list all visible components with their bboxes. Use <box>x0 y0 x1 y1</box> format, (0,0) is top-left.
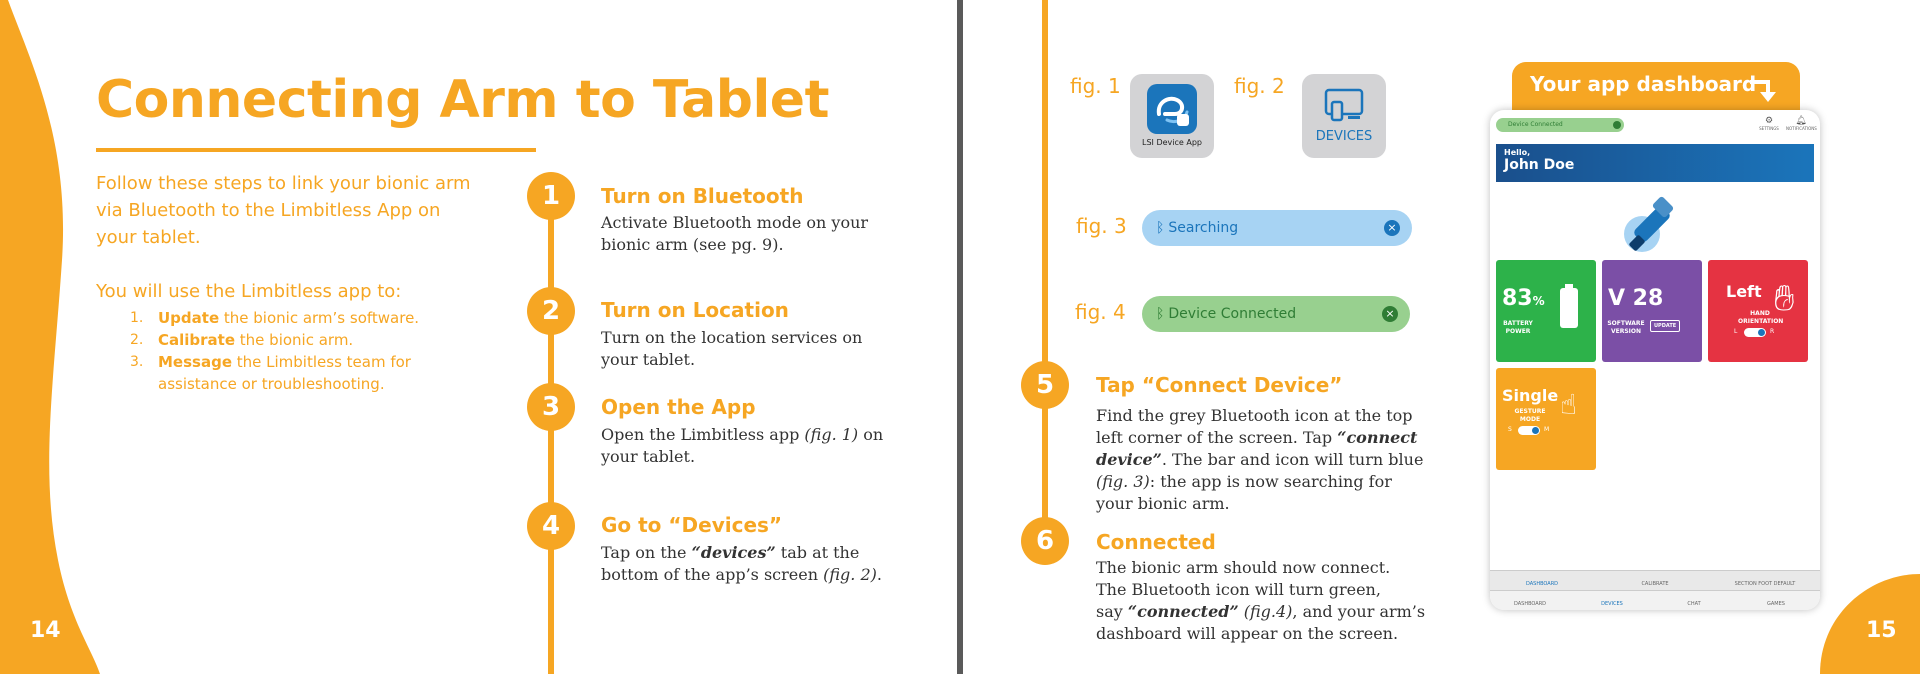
bluetooth-icon: ᛒ <box>1156 306 1165 322</box>
hand-icon: ✋︎ <box>1774 278 1795 319</box>
battery-icon <box>1560 288 1578 328</box>
step-number-circle: 6 <box>1021 517 1069 565</box>
list-item: 3. Message the Limbitless team for assistance or troubleshooting. <box>130 353 411 393</box>
settings-button[interactable]: ⚙ SETTINGS <box>1754 116 1784 131</box>
intro-line: via Bluetooth to the Limbitless App on <box>96 200 441 221</box>
left-orange-wave <box>0 0 110 674</box>
fig1-caption: LSI Device App <box>1142 138 1202 147</box>
uses-list <box>130 307 460 395</box>
page-spine <box>957 0 963 674</box>
close-icon[interactable] <box>1613 121 1621 129</box>
step-number-circle: 5 <box>1021 361 1069 409</box>
step-body: Turn on the location services on your tablet. <box>601 328 863 369</box>
battery-power-tile[interactable]: 83% BATTERY POWER <box>1496 260 1596 362</box>
step-body: Activate Bluetooth mode on your bionic arm (see pg. 9). <box>601 213 869 254</box>
fig2-caption: DEVICES <box>1315 129 1373 144</box>
bionic-arm-icon <box>1618 186 1688 256</box>
hand-orientation-tile[interactable]: Left ✋︎ HAND ORIENTATION L R <box>1708 260 1808 362</box>
step-body: Open the Limbitless app (fig. 1) on your tablet. <box>601 425 884 466</box>
gesture-icon: ☝︎ <box>1560 388 1578 421</box>
step-title: Turn on Location <box>601 298 789 322</box>
fig4-label: fig. 4 <box>1075 300 1126 324</box>
devices-icon <box>1322 88 1366 124</box>
nav-calibrate[interactable]: CALIBRATE <box>1641 581 1669 587</box>
nav-dashboard[interactable]: DASHBOARD <box>1513 601 1547 607</box>
timeline-line-left <box>548 190 554 674</box>
update-button[interactable]: UPDATE <box>1650 320 1680 332</box>
dashboard-tab-header: Your app dashboard <box>1512 62 1800 114</box>
tablet-dashboard-mockup <box>1490 110 1820 610</box>
bell-icon: 🔔︎ <box>1795 116 1807 126</box>
step-body: Tap on the “devices” tab at the bottom of the app’s screen (fig. 2). <box>601 543 882 584</box>
nav-devices[interactable]: DEVICES <box>1601 601 1623 607</box>
nav-games[interactable]: GAMES <box>1767 601 1785 607</box>
step-title: Go to “Devices” <box>601 513 783 537</box>
fig2-label: fig. 2 <box>1234 74 1285 98</box>
close-icon[interactable]: × <box>1384 220 1400 236</box>
step-title: Open the App <box>601 395 756 419</box>
step-title: Connected <box>1096 530 1216 554</box>
step-number-circle: 1 <box>527 172 575 220</box>
searching-bar[interactable]: ᛒ Searching × <box>1142 210 1412 246</box>
bluetooth-icon: ᛒ <box>1156 220 1165 236</box>
connected-bar[interactable]: ᛒ Device Connected × <box>1142 296 1410 332</box>
title-underline <box>96 148 536 152</box>
step-body: Find the grey Bluetooth icon at the top left corner of the screen. Tap “connect device”. The bar and icon will turn blue (fig. 3): the app is now searching for your bionic arm. <box>1096 406 1424 513</box>
step-number-circle: 4 <box>527 502 575 550</box>
bottom-nav-bar <box>1490 590 1820 610</box>
page-number-right: 15 <box>1866 618 1897 643</box>
device-connected-pill[interactable]: Device Connected <box>1496 118 1624 132</box>
devices-tab-tile[interactable] <box>1302 74 1386 158</box>
step-number-circle: 2 <box>527 287 575 335</box>
gear-icon: ⚙ <box>1764 116 1774 126</box>
arrow-down-icon <box>1748 78 1776 104</box>
step-title: Turn on Bluetooth <box>601 184 804 208</box>
uses-heading: You will use the Limbitless app to: <box>96 281 402 302</box>
intro-line: Follow these steps to link your bionic arm <box>96 173 471 194</box>
gesture-mode-tile[interactable]: Single ☝︎ GESTURE MODE S M <box>1496 368 1596 470</box>
lsi-device-app-tile[interactable] <box>1130 74 1214 158</box>
page-title: Connecting Arm to Tablet <box>96 70 829 130</box>
step-body: The bionic arm should now connect. The Bluetooth icon will turn green, say “connected” (fig.4), and your arm’s dashboard will appear on the screen. <box>1096 558 1426 643</box>
nav-section-foot[interactable]: SECTION FOOT DEFAULT <box>1734 581 1796 587</box>
step-title: Tap “Connect Device” <box>1096 373 1343 397</box>
step-number-circle: 3 <box>527 383 575 431</box>
fig3-label: fig. 3 <box>1076 214 1127 238</box>
close-icon[interactable]: × <box>1382 306 1398 322</box>
list-item: 1. Update the bionic arm’s software. <box>130 309 420 327</box>
greeting-banner: Hello, John Doe <box>1496 144 1814 182</box>
notifications-button[interactable]: 🔔︎ NOTIFICATIONS <box>1786 116 1817 131</box>
lsi-app-logo-icon <box>1147 84 1197 134</box>
gesture-mode-toggle[interactable] <box>1518 426 1540 435</box>
software-version-tile[interactable]: V 28 SOFTWARE VERSION UPDATE <box>1602 260 1702 362</box>
orientation-toggle[interactable] <box>1744 328 1766 337</box>
nav-chat[interactable]: CHAT <box>1687 601 1701 607</box>
intro-text <box>96 170 471 251</box>
intro-line: your tablet. <box>96 227 201 248</box>
nav-dashboard[interactable]: DASHBOARD <box>1525 581 1559 587</box>
page-number-left: 14 <box>30 618 61 643</box>
timeline-line-right <box>1042 0 1048 540</box>
top-nav-bar <box>1490 570 1820 590</box>
fig1-label: fig. 1 <box>1070 74 1121 98</box>
list-item: 2. Calibrate the bionic arm. <box>130 331 354 349</box>
